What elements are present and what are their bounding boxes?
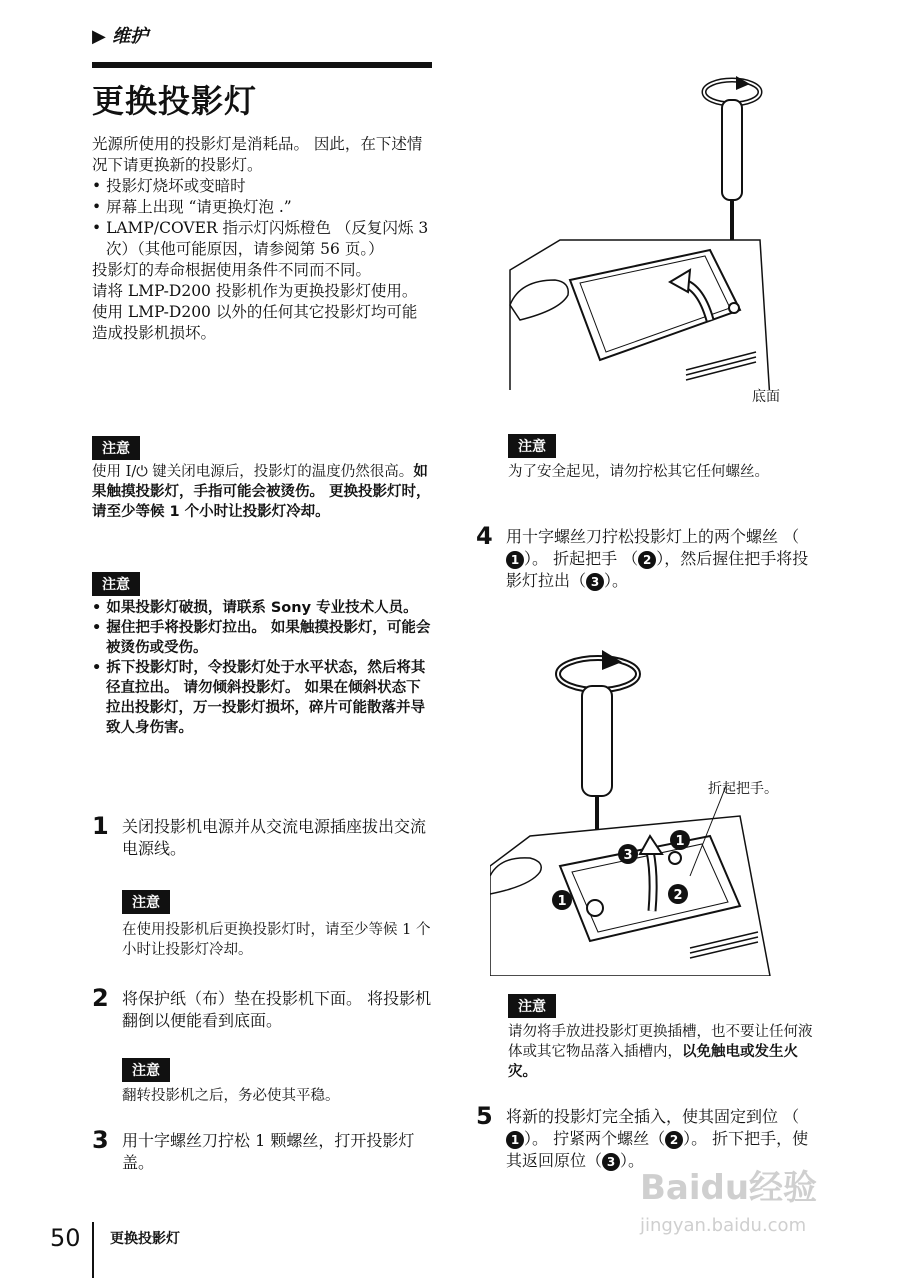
step-5-part-b: ）。 拧紧两个螺丝（ bbox=[524, 1129, 666, 1148]
step-4-part-a: 用十字螺丝刀拧松投影灯上的两个螺丝 （ bbox=[506, 527, 800, 546]
step-1-text: 关闭投影机电源并从交流电源插座拔出交流电源线。 bbox=[122, 817, 427, 858]
marker-2: 2 bbox=[665, 1131, 683, 1149]
note-label-text: 注意 bbox=[508, 434, 556, 458]
note-1-plain: 使用 I/⏻ 键关闭电源后，投影灯的温度仍然很高。 bbox=[92, 464, 414, 480]
step-5-part-c: ）。 折下把手，使其返回原位（ bbox=[506, 1129, 809, 1170]
footer-title: 更换投影灯 bbox=[110, 1231, 180, 1247]
step-3-number: 3 bbox=[92, 1126, 109, 1154]
intro-p1: 光源所使用的投影灯是消耗品。 因此，在下述情况下请更换新的投影灯。 bbox=[92, 135, 423, 174]
note-label-5 bbox=[508, 434, 556, 458]
figure-2-lamp-removal bbox=[490, 636, 780, 976]
step-2-number: 2 bbox=[92, 984, 109, 1012]
note-2 bbox=[92, 598, 432, 738]
step-3-text: 用十字螺丝刀拧松 1 颗螺丝，打开投影灯盖。 bbox=[122, 1131, 415, 1172]
marker-3: 3 bbox=[623, 848, 633, 863]
page-title: 更换投影灯 bbox=[92, 82, 258, 120]
note-1 bbox=[92, 462, 432, 522]
step-5-part-a: 将新的投影灯完全插入，使其固定到位 （ bbox=[506, 1107, 800, 1126]
watermark bbox=[640, 1160, 817, 1236]
note-label-2 bbox=[92, 572, 140, 596]
note-label-text: 注意 bbox=[92, 572, 140, 596]
note-4: 翻转投影机之后，务必使其平稳。 bbox=[122, 1088, 340, 1104]
figure-1-underside bbox=[500, 70, 800, 390]
marker-3: 3 bbox=[586, 573, 604, 591]
watermark-url: jingyan.baidu.com bbox=[640, 1215, 807, 1236]
note-label-6 bbox=[508, 994, 556, 1018]
intro-p4: 使用 LMP-D200 以外的任何其它投影灯均可能造成投影机损坏。 bbox=[92, 303, 418, 342]
figure-1-caption: 底面 bbox=[752, 389, 780, 405]
note-5: 为了安全起见，请勿拧松其它任何螺丝。 bbox=[508, 464, 769, 480]
play-arrow-icon: ▶ bbox=[92, 26, 106, 47]
step-5-part-d: ）。 bbox=[620, 1151, 645, 1170]
figure-2-callout: 折起把手。 bbox=[708, 781, 778, 797]
intro-bullet-3: • LAMP/COVER 指示灯闪烁橙色 （反复闪烁 3 次）（其他可能原因，请参阅第 56 页。） bbox=[92, 219, 429, 258]
note-label-text: 注意 bbox=[508, 994, 556, 1018]
note-label-1 bbox=[92, 436, 140, 460]
note-6-plain: 请勿将手放进投影灯更换插槽，也不要让任何液体或其它物品落入插槽内， bbox=[508, 1024, 813, 1060]
note-3: 在使用投影机后更换投影灯时，请至少等候 1 个小时让投影灯冷却。 bbox=[122, 922, 431, 958]
intro-p3: 请将 LMP-D200 投影机作为更换投影灯使用。 bbox=[92, 282, 418, 300]
step-4-part-c: ），然后握住把手将投影灯拉出（ bbox=[506, 549, 809, 590]
step-5-number: 5 bbox=[476, 1102, 493, 1130]
step-4-text bbox=[506, 526, 816, 592]
note-label-4 bbox=[122, 1058, 170, 1082]
step-4-part-d: ）。 bbox=[604, 571, 629, 590]
step-1-number: 1 bbox=[92, 812, 109, 840]
marker-1: 1 bbox=[506, 551, 524, 569]
note-2-bullet-1: • 如果投影灯破损，请联系 Sony 专业技术人员。 bbox=[92, 600, 418, 616]
section-rule bbox=[92, 62, 432, 68]
step-4-number: 4 bbox=[476, 522, 493, 550]
step-2-text: 将保护纸（布）垫在投影机下面。 将投影机翻倒以便能看到底面。 bbox=[122, 989, 432, 1030]
section-name: 维护 bbox=[112, 26, 149, 47]
intro-p2: 投影灯的寿命根据使用条件不同而不同。 bbox=[92, 261, 372, 279]
note-6 bbox=[508, 1022, 818, 1082]
marker-1: 1 bbox=[675, 834, 685, 849]
marker-1: 1 bbox=[557, 894, 567, 909]
note-label-3 bbox=[122, 890, 170, 914]
note-label-text: 注意 bbox=[122, 890, 170, 914]
intro-bullet-1: • 投影灯烧坏或变暗时 bbox=[92, 177, 246, 195]
section-label bbox=[92, 22, 148, 48]
rotate-arrow-icon bbox=[558, 650, 638, 690]
marker-2: 2 bbox=[638, 551, 656, 569]
marker-2: 2 bbox=[673, 888, 683, 903]
watermark-brand: Baidu经验 bbox=[640, 1168, 818, 1208]
intro-block bbox=[92, 134, 432, 344]
note-2-bullet-2: • 握住把手将投影灯拉出。 如果触摸投影灯，可能会被烫伤或受伤。 bbox=[92, 620, 431, 656]
note-label-text: 注意 bbox=[92, 436, 140, 460]
page-number: 50 bbox=[50, 1224, 81, 1252]
step-4-part-b: ）。 折起把手 （ bbox=[524, 549, 639, 568]
marker-3: 3 bbox=[602, 1153, 620, 1171]
note-6-bold: 以免触电或发生火灾。 bbox=[508, 1044, 798, 1080]
footer-divider bbox=[92, 1222, 94, 1278]
note-label-text: 注意 bbox=[122, 1058, 170, 1082]
note-2-bullet-3: • 拆下投影灯时，令投影灯处于水平状态，然后将其径直拉出。 请勿倾斜投影灯。 如果在倾斜状态下拉出投影灯，万一投影灯损坏，碎片可能散落并导致人身伤害。 bbox=[92, 660, 426, 736]
marker-1: 1 bbox=[506, 1131, 524, 1149]
note-1-bold: 如果触摸投影灯，手指可能会被烫伤。 更换投影灯时，请至少等候 1 个小时让投影灯冷却。 bbox=[92, 464, 431, 520]
intro-bullet-2: • 屏幕上出现 “请更换灯泡 .” bbox=[92, 198, 292, 216]
